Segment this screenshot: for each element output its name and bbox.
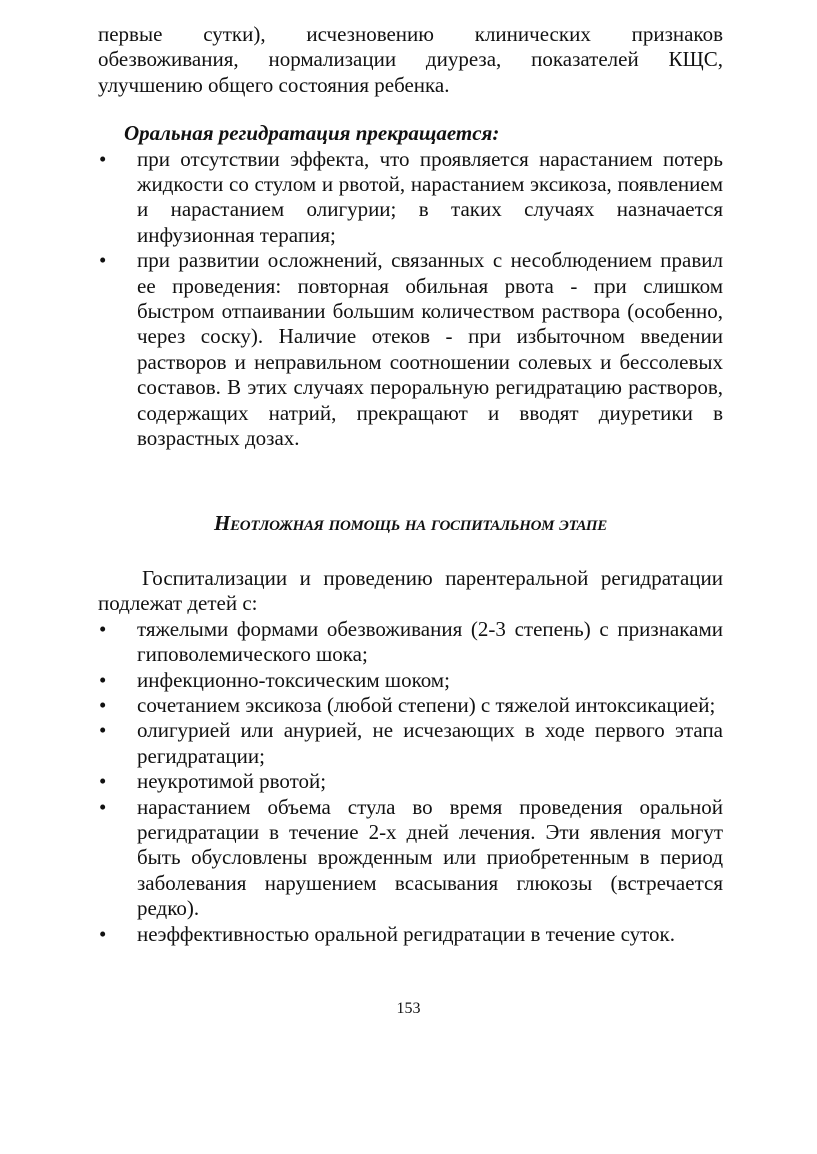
list-item: [98, 248, 723, 451]
bullet-icon: •: [99, 769, 107, 794]
list-item-text: сочетанием эксикоза (любой степени) с тяжелой интоксикацией;: [137, 692, 716, 717]
bullet-icon: •: [99, 794, 107, 819]
intro-paragraph: первые сутки), исчезновению клинических признаков обезвоживания, нормализации диуреза, показателей КЩС, улучшению общего состояния ребенка.: [98, 22, 723, 97]
section-title: Неотложная помощь на госпитальном этапе: [214, 510, 607, 535]
page-content: [98, 22, 723, 947]
list-item: [98, 795, 723, 922]
bullet-icon: •: [99, 146, 107, 171]
hospital-intro: Госпитализации и проведению парентеральной регидратации подлежат детей с:: [98, 565, 723, 616]
list-item: [98, 769, 723, 794]
list-item-text: олигурией или анурией, не исчезающих в ходе первого этапа регидратации;: [137, 718, 723, 768]
list-item: [98, 922, 723, 947]
list-item-text: неукротимой рвотой;: [137, 769, 327, 794]
oral-stop-heading: Оральная регидратация прекращается:: [124, 121, 500, 146]
page-number: 153: [396, 1000, 421, 1017]
list-item-text: при развитии осложнений, связанных с несоблюдением правил ее проведения: повторная обильная рвота - при слишком быстром отпаивании большим количеством раствора (особенно, через соску). Наличие отеков - при избыточном введении растворов и неправильном соотношении солевых и бессолевых составов. В этих случаях пероральную регидратацию растворов, содержащих натрий, прекращают и вводят диуретики в возрастных дозах.: [137, 248, 723, 451]
list-item-text: инфекционно-токсическим шоком;: [137, 667, 450, 692]
list-item-text: тяжелыми формами обезвоживания (2-3 степень) с признаками гиповолемического шока;: [137, 616, 723, 667]
bullet-icon: •: [99, 692, 107, 717]
list-item: [98, 668, 723, 693]
list-item: [98, 617, 723, 668]
bullet-icon: •: [99, 248, 107, 273]
hospital-criteria-list: [98, 617, 723, 947]
list-item: [98, 693, 723, 718]
bullet-icon: •: [99, 667, 107, 692]
list-item: [98, 147, 723, 249]
bullet-icon: •: [99, 718, 107, 743]
list-item-text: нарастанием объема стула во время проведения оральной регидратации в течение 2-х дней лечения. Эти явления могут быть обусловлены врожденным или приобретенным в период заболевания нарушением всасывания глюкозы (встречается редко).: [137, 794, 723, 921]
oral-stop-list: [98, 147, 723, 452]
bullet-icon: •: [99, 616, 107, 641]
list-item-text: при отсутствии эффекта, что проявляется нарастанием потерь жидкости со стулом и рвотой, нарастанием эксикоза, появлением и нарастанием олигурии; в таких случаях назначается инфузионная терапия;: [137, 146, 723, 247]
list-item: [98, 718, 723, 769]
list-item-text: неэффективностью оральной регидратации в течение суток.: [137, 921, 676, 946]
bullet-icon: •: [99, 921, 107, 946]
